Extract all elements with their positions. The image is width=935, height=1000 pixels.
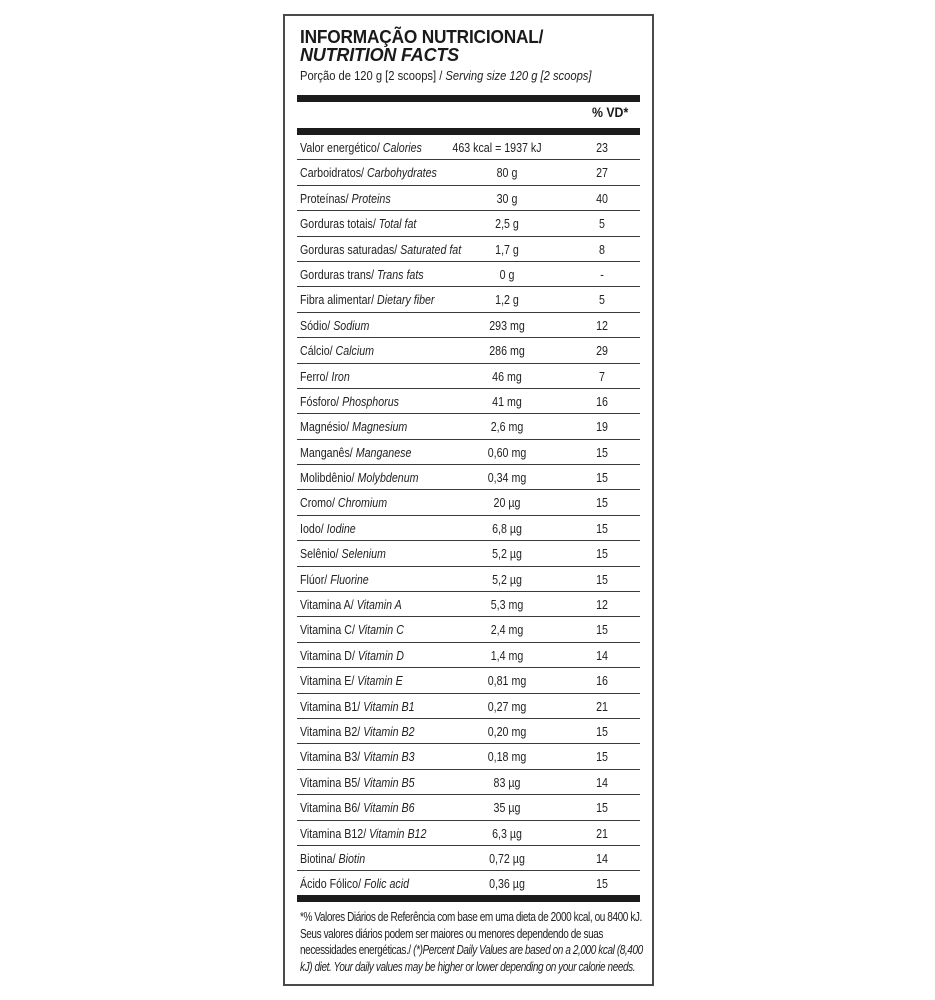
name-en: Vitamin D [357,647,404,663]
name-en: Biotin [338,850,366,866]
nutrient-row-vitamin-c [297,617,640,642]
nutrient-row-vitamin-a [297,592,640,617]
nutrient-row-saturated-fat [297,237,640,262]
nutrient-daily-value: 15 [596,444,608,460]
name-en: Trans fats [377,266,424,282]
nutrition-facts-label [283,14,654,986]
nutrient-row-sodium [297,313,640,338]
name-pt: Vitamina D/ [300,647,358,663]
nutrient-row-total-fat [297,211,640,236]
name-en: Vitamin B12 [369,825,427,841]
nutrient-daily-value: 15 [596,749,608,765]
nutrient-amount: 0,34 mg [487,470,527,486]
name-pt: Magnésio/ [300,419,353,435]
nutrient-daily-value: 15 [596,495,608,511]
footnote-pt: *% Valores Diários de Referência com base em uma dieta de 2000 kcal, ou 8400 kJ. Seus valores diários podem ser maiores ou menores dependendo de suas necessidades energéticas./ [300,910,642,957]
nutrient-amount: 83 µg [493,774,521,790]
nutrient-daily-value: - [600,266,604,282]
nutrient-name [300,369,350,384]
nutrient-daily-value: 8 [599,241,605,257]
nutrient-name [300,521,356,536]
nutrient-name [300,419,407,434]
name-pt: Gorduras trans/ [300,266,378,282]
nutrient-daily-value: 15 [596,546,608,562]
nutrient-amount: 1,7 g [495,241,519,257]
name-pt: Valor energético/ [300,140,383,155]
nutrient-name [300,140,422,155]
nutrient-row-folic-acid [297,871,640,896]
nutrient-daily-value: 21 [596,698,608,714]
nutrient-daily-value: 12 [596,317,608,333]
nutrient-daily-value: 15 [596,520,608,536]
name-pt: Sódio/ [300,317,334,333]
name-pt: Vitamina C/ [300,622,358,638]
nutrient-row-selenium [297,541,640,566]
name-pt: Biotina/ [300,850,339,866]
nutrient-name [300,470,419,485]
nutrient-amount: 2,5 g [495,216,519,232]
name-pt: Iodo/ [300,520,327,536]
nutrient-amount: 5,3 mg [490,597,524,613]
nutrient-row-vitamin-d [297,643,640,668]
nutrient-amount: 0 g [499,266,515,282]
footnote-en: (*)Percent Daily Values are based on a 2,000 kcal (8,400 kJ) diet. Your daily values may be higher or lower depending on your calorie needs. [300,943,643,974]
nutrient-row-iron [297,364,640,389]
nutrient-amount: 1,2 g [495,292,519,308]
nutrient-name [300,394,399,409]
nutrient-amount: 463 kcal = 1937 kJ [452,140,542,155]
nutrient-name [300,800,415,815]
nutrient-name [300,699,415,714]
nutrient-row-calories [297,135,640,160]
nutrient-row-fluorine [297,567,640,592]
name-en: Vitamin B3 [363,749,415,765]
name-pt: Fibra alimentar/ [300,292,378,308]
nutrient-row-vitamin-e [297,668,640,693]
name-en: Total fat [378,216,417,232]
nutrient-table [297,135,640,897]
nutrient-daily-value: 16 [596,393,608,409]
serving-size-en: Serving size 120 g [2 scoops] [445,68,592,83]
serving-size-pt: Porção de 120 g [2 scoops] / [300,68,446,83]
nutrient-daily-value: 5 [599,216,605,232]
nutrient-row-carbohydrates [297,160,640,185]
nutrient-daily-value: 12 [596,597,608,613]
name-en: Molybdenum [357,470,419,486]
nutrient-daily-value: 27 [596,165,608,181]
name-pt: Cromo/ [300,495,338,511]
name-en: Folic acid [363,876,410,892]
nutrient-daily-value: 15 [596,876,608,892]
name-en: Saturated fat [400,241,462,257]
nutrient-name [300,826,426,841]
name-pt: Flúor/ [300,571,331,587]
name-pt: Gorduras totais/ [300,216,379,232]
nutrient-daily-value: 21 [596,825,608,841]
nutrient-name [300,546,386,561]
name-pt: Manganês/ [300,444,356,460]
nutrient-name [300,191,391,206]
nutrient-amount: 2,6 mg [490,419,524,435]
nutrient-daily-value: 15 [596,800,608,816]
nutrient-row-trans-fats [297,262,640,287]
nutrient-name [300,622,404,637]
nutrient-name [300,216,416,231]
daily-value-header: % VD* [591,104,628,120]
nutrient-amount: 80 g [496,165,518,181]
nutrient-row-biotin [297,846,640,871]
name-en: Fluorine [330,571,369,587]
nutrient-amount: 0,27 mg [487,698,527,714]
name-en: Vitamin C [357,622,404,638]
nutrient-name [300,724,415,739]
nutrient-amount: 5,2 µg [492,546,522,562]
nutrient-amount: 6,8 µg [492,520,522,536]
nutrient-amount: 0,72 µg [489,850,525,866]
nutrient-amount: 0,60 mg [487,444,527,460]
name-en: Manganese [355,444,412,460]
name-en: Vitamin A [356,597,402,613]
nutrient-row-vitamin-b5 [297,770,640,795]
nutrient-name [300,445,411,460]
name-en: Vitamin B5 [363,774,415,790]
name-en: Chromium [337,495,388,511]
name-pt: Molibdênio/ [300,470,358,486]
name-pt: Vitamina A/ [300,597,357,613]
nutrient-row-magnesium [297,414,640,439]
name-en: Selenium [341,546,386,562]
serving-size [300,68,591,83]
nutrient-row-vitamin-b12 [297,821,640,846]
nutrient-row-iodine [297,516,640,541]
nutrient-name [300,242,461,257]
nutrient-daily-value: 15 [596,571,608,587]
nutrient-daily-value: 15 [596,723,608,739]
nutrient-name [300,749,415,764]
nutrient-name [300,648,404,663]
name-pt: Vitamina B1/ [300,698,364,714]
name-pt: Carboidratos/ [300,165,367,181]
nutrient-amount: 0,36 µg [489,876,525,892]
nutrient-amount: 0,18 mg [487,749,527,765]
title-english: NUTRITION FACTS [300,45,459,65]
nutrient-row-vitamin-b1 [297,694,640,719]
nutrient-amount: 0,20 mg [487,723,527,739]
name-en: Vitamin B6 [363,800,415,816]
nutrient-name [300,851,365,866]
name-en: Sodium [333,317,370,333]
name-pt: Proteínas/ [300,190,352,206]
name-pt: Vitamina B6/ [300,800,364,816]
name-pt: Selênio/ [300,546,342,562]
nutrient-amount: 41 mg [492,393,522,409]
name-pt: Gorduras saturadas/ [300,241,401,257]
name-pt: Vitamina E/ [300,673,358,689]
nutrient-row-vitamin-b6 [297,795,640,820]
name-pt: Vitamina B5/ [300,774,364,790]
nutrient-daily-value: 29 [596,343,608,359]
nutrient-daily-value: 40 [596,190,608,206]
name-en: Proteins [351,190,391,206]
name-en: Vitamin B2 [363,723,415,739]
name-pt: Vitamina B12/ [300,825,370,841]
nutrient-amount: 35 µg [493,800,521,816]
nutrient-name [300,343,374,358]
name-en: Vitamin B1 [363,698,415,714]
name-en: Dietary fiber [377,292,435,308]
nutrient-daily-value: 14 [596,850,608,866]
nutrient-amount: 1,4 mg [490,647,524,663]
nutrient-row-chromium [297,490,640,515]
name-en: Carbohydrates [366,165,437,181]
name-pt: Ácido Fólico/ [300,876,364,892]
name-pt: Fósforo/ [300,393,343,409]
nutrient-amount: 0,81 mg [487,673,527,689]
nutrient-daily-value: 15 [596,470,608,486]
nutrient-name [300,775,415,790]
nutrient-row-phosphorus [297,389,640,414]
nutrient-name [300,572,369,587]
nutrient-amount: 293 mg [489,317,525,333]
nutrient-daily-value: 5 [599,292,605,308]
nutrient-daily-value: 23 [596,140,608,155]
name-en: Iron [331,368,350,384]
nutrient-row-molybdenum [297,465,640,490]
nutrient-row-manganese [297,440,640,465]
name-en: Calories [382,140,422,155]
name-pt: Ferro/ [300,368,332,384]
divider-thick [297,895,640,902]
nutrient-name [300,318,369,333]
nutrient-name [300,292,434,307]
name-pt: Vitamina B2/ [300,723,364,739]
nutrient-daily-value: 16 [596,673,608,689]
nutrient-row-vitamin-b2 [297,719,640,744]
name-en: Iodine [326,520,356,536]
nutrient-name [300,267,424,282]
nutrient-amount: 30 g [496,190,518,206]
nutrient-amount: 6,3 µg [492,825,522,841]
divider-thick [297,95,640,102]
nutrient-daily-value: 14 [596,774,608,790]
nutrient-row-calcium [297,338,640,363]
nutrient-daily-value: 15 [596,622,608,638]
nutrient-name [300,495,387,510]
nutrient-amount: 46 mg [492,368,522,384]
nutrient-amount: 5,2 µg [492,571,522,587]
nutrient-name [300,165,437,180]
nutrient-daily-value: 14 [596,647,608,663]
nutrient-name [300,597,402,612]
title-portuguese: INFORMAÇÃO NUTRICIONAL/ [300,27,544,47]
divider-thick [297,128,640,135]
name-en: Phosphorus [342,393,399,409]
nutrient-amount: 286 mg [489,343,525,359]
name-en: Calcium [335,343,375,359]
nutrient-row-dietary-fiber [297,287,640,312]
nutrient-amount: 2,4 mg [490,622,524,638]
footnote [300,909,644,975]
nutrient-name [300,876,409,891]
nutrient-row-proteins [297,186,640,211]
name-pt: Cálcio/ [300,343,336,359]
nutrient-name [300,673,403,688]
nutrient-row-vitamin-b3 [297,744,640,769]
name-pt: Vitamina B3/ [300,749,364,765]
name-en: Magnesium [352,419,408,435]
name-en: Vitamin E [357,673,403,689]
nutrient-daily-value: 19 [596,419,608,435]
nutrient-daily-value: 7 [599,368,605,384]
nutrient-amount: 20 µg [493,495,521,511]
